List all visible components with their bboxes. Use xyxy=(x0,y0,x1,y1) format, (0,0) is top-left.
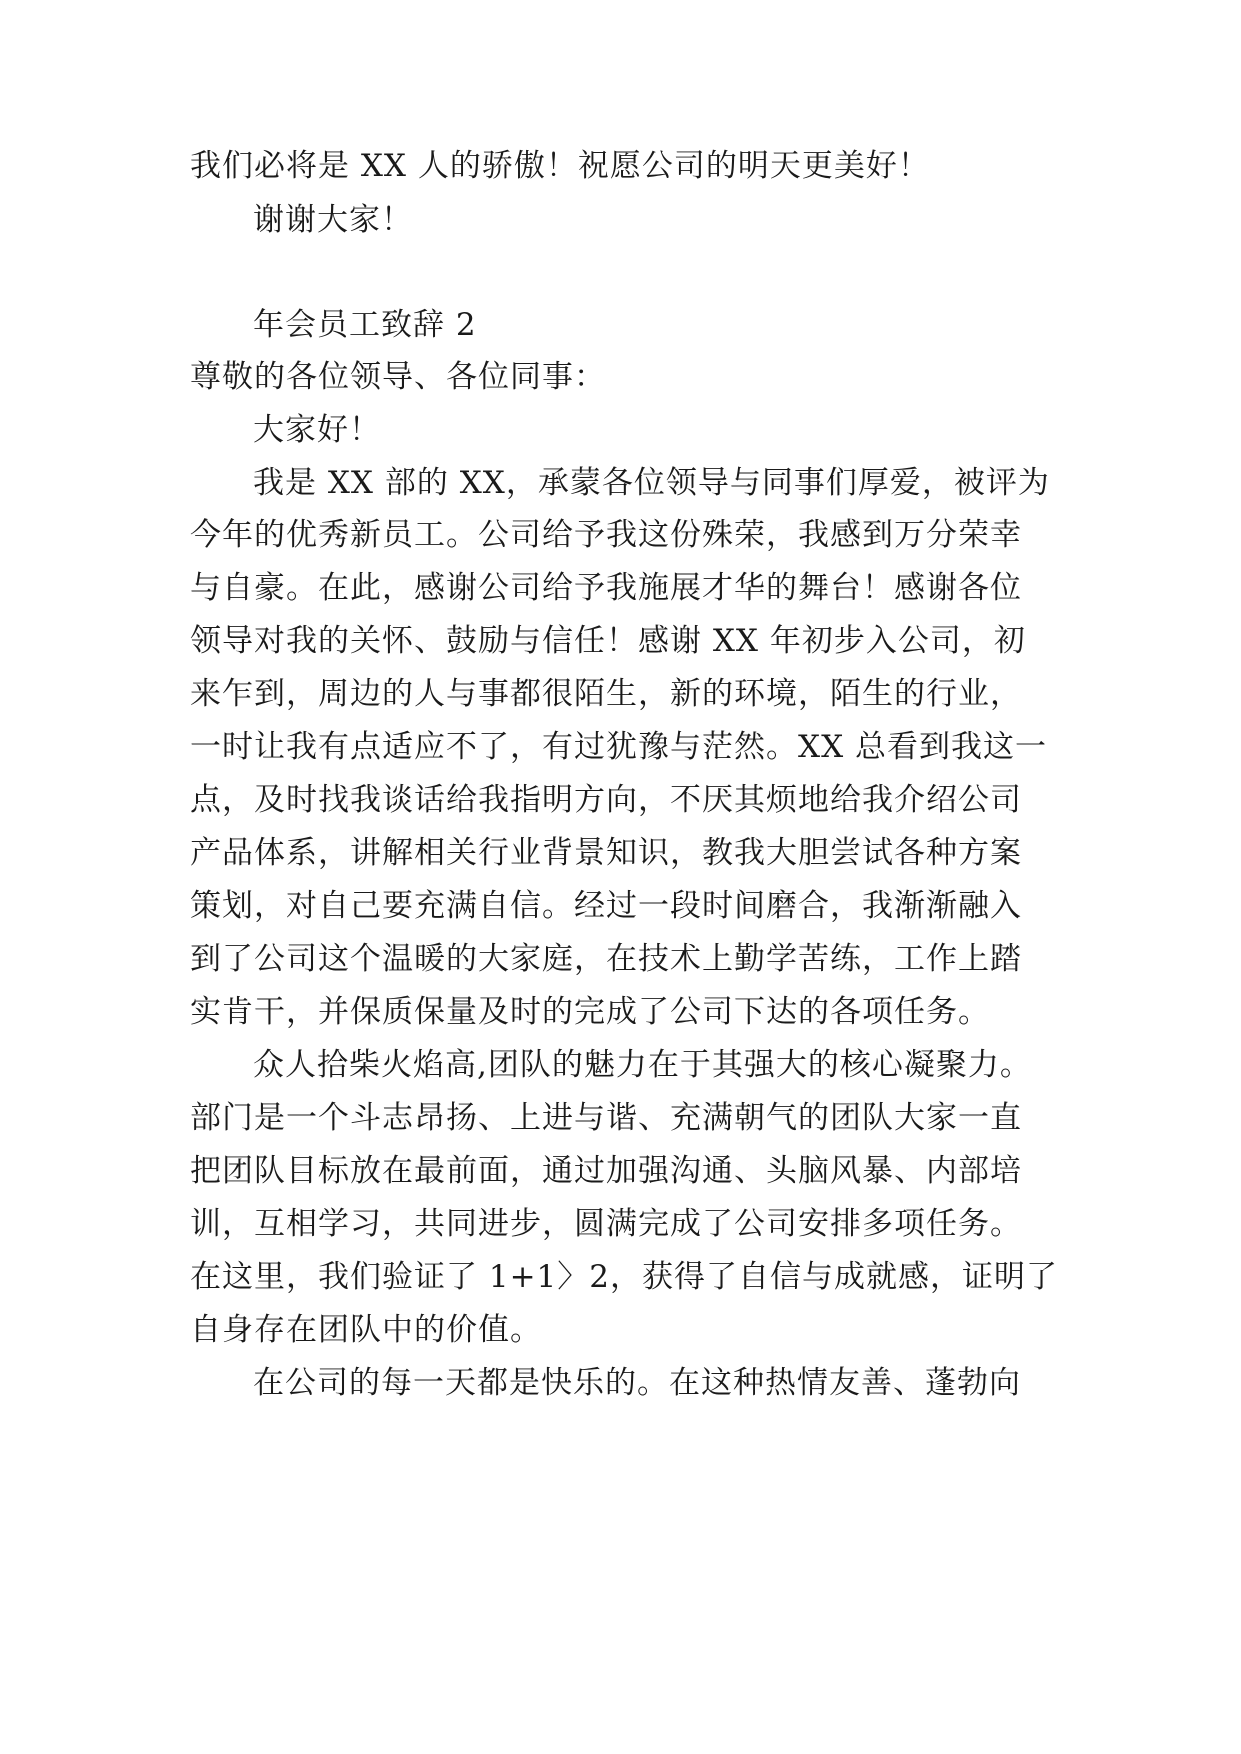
paragraph-line: 策划，对自己要充满自信。经过一段时间磨合，我渐渐融入 xyxy=(190,888,1022,924)
paragraph-line: 今年的优秀新员工。公司给予我这份殊荣，我感到万分荣幸 xyxy=(190,517,1022,553)
paragraph-line: 在这里，我们验证了 1+1〉2，获得了自信与成就感，证明了 xyxy=(190,1259,1058,1295)
paragraph-line: 众人拾柴火焰高,团队的魅力在于其强大的核心凝聚力。 xyxy=(253,1047,1032,1083)
paragraph-line: 领导对我的关怀、鼓励与信任！感谢 XX 年初步入公司，初 xyxy=(190,623,1026,659)
thanks-line: 谢谢大家！ xyxy=(253,202,413,238)
paragraph-line: 训，互相学习，共同进步，圆满完成了公司安排多项任务。 xyxy=(190,1206,1022,1242)
paragraph-line: 与自豪。在此，感谢公司给予我施展才华的舞台！感谢各位 xyxy=(190,570,1022,606)
salutation: 尊敬的各位领导、各位同事： xyxy=(190,359,606,395)
paragraph-line: 到了公司这个温暖的大家庭，在技术上勤学苦练，工作上踏 xyxy=(190,941,1022,977)
paragraph-line: 来乍到，周边的人与事都很陌生，新的环境，陌生的行业， xyxy=(190,676,1022,712)
paragraph-line: 部门是一个斗志昂扬、上进与谐、充满朝气的团队大家一直 xyxy=(190,1100,1022,1136)
paragraph-line: 把团队目标放在最前面，通过加强沟通、头脑风暴、内部培 xyxy=(190,1153,1022,1189)
paragraph-line: 我是 XX 部的 XX，承蒙各位领导与同事们厚爱，被评为 xyxy=(253,465,1050,501)
paragraph-line: 自身存在团队中的价值。 xyxy=(190,1312,542,1348)
paragraph-line: 一时让我有点适应不了，有过犹豫与茫然。XX 总看到我这一 xyxy=(190,729,1047,765)
greeting: 大家好！ xyxy=(253,412,381,448)
paragraph-line: 点，及时找我谈话给我指明方向，不厌其烦地给我介绍公司 xyxy=(190,782,1022,818)
paragraph-line: 在公司的每一天都是快乐的。在这种热情友善、蓬勃向 xyxy=(253,1365,1021,1401)
paragraph-line: 产品体系，讲解相关行业背景知识，教我大胆尝试各种方案 xyxy=(190,835,1022,871)
paragraph-line: 实肯干，并保质保量及时的完成了公司下达的各项任务。 xyxy=(190,994,990,1030)
closing-line: 我们必将是 XX 人的骄傲！祝愿公司的明天更美好！ xyxy=(190,148,930,184)
section-title: 年会员工致辞 2 xyxy=(253,307,477,343)
